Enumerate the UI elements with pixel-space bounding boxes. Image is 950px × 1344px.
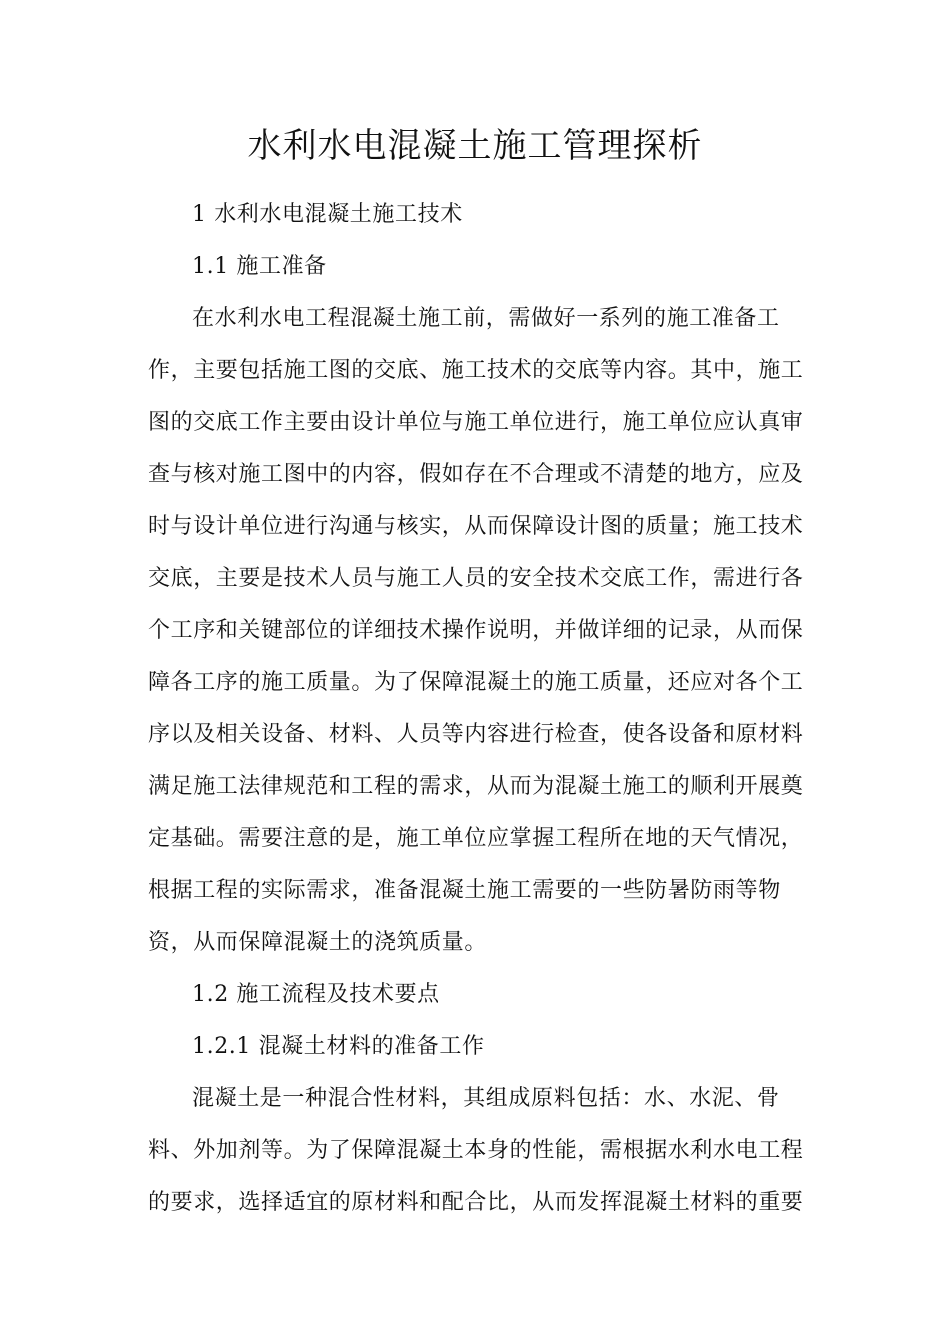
- paragraph-line: 个工序和关键部位的详细技术操作说明，并做详细的记录，从而保: [148, 618, 804, 643]
- paragraph-line: 图的交底工作主要由设计单位与施工单位进行，施工单位应认真审: [148, 410, 804, 435]
- paragraph-line: 定基础。需要注意的是，施工单位应掌握工程所在地的天气情况，: [148, 826, 804, 851]
- paragraph-line: 资，从而保障混凝土的浇筑质量。: [148, 930, 488, 955]
- paragraph-line: 满足施工法律规范和工程的需求，从而为混凝土施工的顺利开展奠: [148, 774, 804, 799]
- paragraph-line: 根据工程的实际需求，准备混凝土施工需要的一些防暑防雨等物: [148, 878, 781, 903]
- paragraph-line: 时与设计单位进行沟通与核实，从而保障设计图的质量；施工技术: [148, 514, 804, 539]
- heading-section-1-1: 1.1 施工准备: [192, 254, 327, 279]
- heading-section-1-2-1: 1.2.1 混凝土材料的准备工作: [192, 1034, 485, 1059]
- paragraph-line: 料、外加剂等。为了保障混凝土本身的性能，需根据水利水电工程: [148, 1138, 804, 1163]
- paragraph-line: 交底，主要是技术人员与施工人员的安全技术交底工作，需进行各: [148, 566, 804, 591]
- document-title: 水利水电混凝土施工管理探析: [247, 126, 703, 166]
- paragraph-line: 在水利水电工程混凝土施工前，需做好一系列的施工准备工: [192, 306, 780, 331]
- paragraph-line: 的要求，选择适宜的原材料和配合比，从而发挥混凝土材料的重要: [148, 1190, 804, 1215]
- paragraph-line: 查与核对施工图中的内容，假如存在不合理或不清楚的地方，应及: [148, 462, 804, 487]
- paragraph-line: 序以及相关设备、材料、人员等内容进行检查，使各设备和原材料: [148, 722, 804, 747]
- heading-section-1-2: 1.2 施工流程及技术要点: [192, 982, 440, 1007]
- paragraph-line: 混凝土是一种混合性材料，其组成原料包括：水、水泥、骨: [192, 1086, 780, 1111]
- heading-section-1: 1 水利水电混凝土施工技术: [192, 202, 463, 227]
- paragraph-line: 障各工序的施工质量。为了保障混凝土的施工质量，还应对各个工: [148, 670, 804, 695]
- paragraph-line: 作，主要包括施工图的交底、施工技术的交底等内容。其中，施工: [148, 358, 804, 383]
